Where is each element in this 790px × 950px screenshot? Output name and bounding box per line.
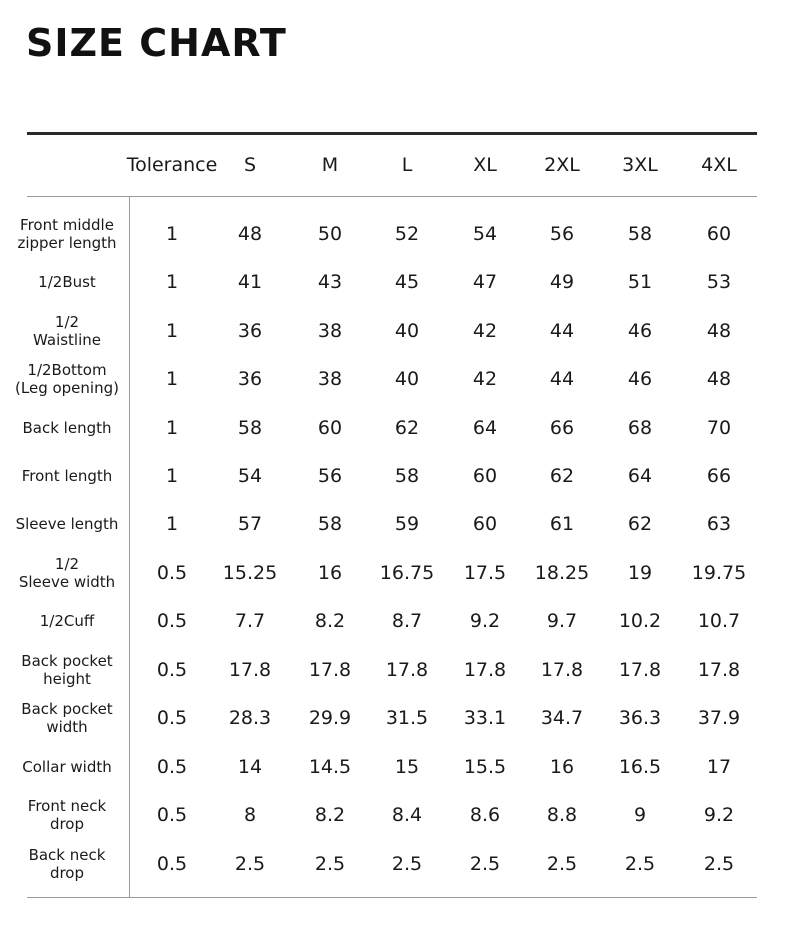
measurement-cell: 41 [237,271,263,293]
measurement-cell: 59 [394,513,420,535]
measurement-cell: 2.5 [469,853,501,875]
row-label: Sleeve length [15,515,119,533]
measurement-cell: 68 [627,417,653,439]
measurement-cell: 57 [237,513,263,535]
measurement-cell: 46 [627,320,653,342]
table-row [0,307,790,355]
table-row [0,597,790,645]
measurement-cell: 64 [472,417,498,439]
measurement-cell: 33.1 [463,707,507,729]
measurement-cell: 66 [706,465,732,487]
measurement-cell: 9.7 [546,610,578,632]
measurement-cell: 60 [472,465,498,487]
measurement-cell: 15.25 [222,562,278,584]
measurement-cell: 15.5 [463,756,507,778]
measurement-cell: 44 [549,368,575,390]
measurement-cell: 58 [394,465,420,487]
measurement-cell: 10.7 [697,610,741,632]
measurement-cell: 36.3 [618,707,662,729]
measurement-cell: 18.25 [534,562,590,584]
measurement-cell: 31.5 [385,707,429,729]
measurement-cell: 14 [237,756,263,778]
measurement-cell: 9.2 [469,610,501,632]
measurement-cell: 19 [627,562,653,584]
measurement-cell: 10.2 [618,610,662,632]
measurement-cell: 8.4 [391,804,423,826]
measurement-cell: 54 [472,223,498,245]
measurement-cell: 2.5 [391,853,423,875]
measurement-cell: 8.6 [469,804,501,826]
tolerance-cell: 0.5 [156,610,188,632]
table-bottom-rule [27,897,757,898]
measurement-cell: 2.5 [703,853,735,875]
row-label: Back pocket height [21,652,113,688]
table-top-rule [27,132,757,135]
measurement-cell: 34.7 [540,707,584,729]
row-label: Front neck drop [27,797,107,833]
measurement-cell: 8 [243,804,257,826]
measurement-cell: 29.9 [308,707,352,729]
column-header-size: M [321,154,339,176]
measurement-cell: 19.75 [691,562,747,584]
table-row [0,694,790,742]
measurement-cell: 28.3 [228,707,272,729]
table-row [0,500,790,548]
measurement-cell: 53 [706,271,732,293]
measurement-cell: 17.8 [463,659,507,681]
table-row [0,258,790,306]
table-row [0,840,790,888]
measurement-cell: 2.5 [546,853,578,875]
column-header-size: XL [473,154,497,176]
measurement-cell: 17.5 [463,562,507,584]
column-header-size: 4XL [701,154,737,176]
measurement-cell: 62 [394,417,420,439]
row-label: Collar width [22,758,112,776]
page-title: SIZE CHART [26,21,287,65]
tolerance-cell: 0.5 [156,562,188,584]
measurement-cell: 60 [472,513,498,535]
measurement-cell: 36 [237,368,263,390]
row-label: 1/2Bust [38,273,96,291]
measurement-cell: 48 [706,368,732,390]
measurement-cell: 51 [627,271,653,293]
measurement-cell: 8.7 [391,610,423,632]
row-label: 1/2 Waistline [33,313,101,349]
measurement-cell: 40 [394,320,420,342]
column-header-size: 3XL [622,154,658,176]
row-label: Back neck drop [28,846,106,882]
measurement-cell: 64 [627,465,653,487]
measurement-cell: 61 [549,513,575,535]
tolerance-cell: 1 [165,465,179,487]
measurement-cell: 42 [472,320,498,342]
measurement-cell: 9 [633,804,647,826]
measurement-cell: 16.5 [618,756,662,778]
table-row [0,743,790,791]
row-label: Front middle zipper length [17,216,117,252]
measurement-cell: 60 [706,223,732,245]
column-header-tolerance: Tolerance [126,154,218,176]
tolerance-cell: 1 [165,368,179,390]
measurement-cell: 66 [549,417,575,439]
measurement-cell: 17.8 [385,659,429,681]
row-label: Back length [22,419,112,437]
row-label: Back pocket width [21,700,113,736]
measurement-cell: 7.7 [234,610,266,632]
measurement-cell: 37.9 [697,707,741,729]
row-label: Front length [21,467,113,485]
measurement-cell: 43 [317,271,343,293]
measurement-cell: 8.8 [546,804,578,826]
measurement-cell: 2.5 [234,853,266,875]
tolerance-cell: 1 [165,417,179,439]
measurement-cell: 38 [317,320,343,342]
measurement-cell: 62 [627,513,653,535]
measurement-cell: 8.2 [314,610,346,632]
measurement-cell: 58 [237,417,263,439]
column-header-size: L [401,154,413,176]
measurement-cell: 17.8 [308,659,352,681]
measurement-cell: 16.75 [379,562,435,584]
measurement-cell: 46 [627,368,653,390]
measurement-cell: 17 [706,756,732,778]
table-row [0,210,790,258]
row-label: 1/2 Sleeve width [18,555,116,591]
measurement-cell: 2.5 [624,853,656,875]
measurement-cell: 44 [549,320,575,342]
table-row [0,549,790,597]
measurement-cell: 56 [549,223,575,245]
measurement-cell: 45 [394,271,420,293]
measurement-cell: 60 [317,417,343,439]
tolerance-cell: 1 [165,271,179,293]
measurement-cell: 48 [237,223,263,245]
measurement-cell: 50 [317,223,343,245]
measurement-cell: 16 [317,562,343,584]
measurement-cell: 36 [237,320,263,342]
measurement-cell: 54 [237,465,263,487]
measurement-cell: 17.8 [618,659,662,681]
table-row [0,791,790,839]
column-header-size: S [243,154,257,176]
measurement-cell: 63 [706,513,732,535]
column-header-size: 2XL [544,154,580,176]
measurement-cell: 48 [706,320,732,342]
table-row [0,355,790,403]
header-divider [27,196,757,197]
measurement-cell: 9.2 [703,804,735,826]
measurement-cell: 52 [394,223,420,245]
tolerance-cell: 0.5 [156,756,188,778]
measurement-cell: 40 [394,368,420,390]
measurement-cell: 38 [317,368,343,390]
tolerance-cell: 0.5 [156,659,188,681]
measurement-cell: 47 [472,271,498,293]
measurement-cell: 58 [627,223,653,245]
measurement-cell: 14.5 [308,756,352,778]
measurement-cell: 8.2 [314,804,346,826]
measurement-cell: 70 [706,417,732,439]
row-label: 1/2Bottom (Leg opening) [15,361,119,397]
measurement-cell: 2.5 [314,853,346,875]
measurement-cell: 17.8 [228,659,272,681]
measurement-cell: 49 [549,271,575,293]
measurement-cell: 42 [472,368,498,390]
tolerance-cell: 0.5 [156,804,188,826]
table-row [0,404,790,452]
measurement-cell: 58 [317,513,343,535]
measurement-cell: 62 [549,465,575,487]
table-row [0,646,790,694]
measurement-cell: 17.8 [697,659,741,681]
tolerance-cell: 0.5 [156,853,188,875]
measurement-cell: 17.8 [540,659,584,681]
tolerance-cell: 1 [165,513,179,535]
table-row [0,452,790,500]
tolerance-cell: 1 [165,320,179,342]
measurement-cell: 56 [317,465,343,487]
measurement-cell: 16 [549,756,575,778]
tolerance-cell: 1 [165,223,179,245]
row-label: 1/2Cuff [39,612,95,630]
tolerance-cell: 0.5 [156,707,188,729]
measurement-cell: 15 [394,756,420,778]
